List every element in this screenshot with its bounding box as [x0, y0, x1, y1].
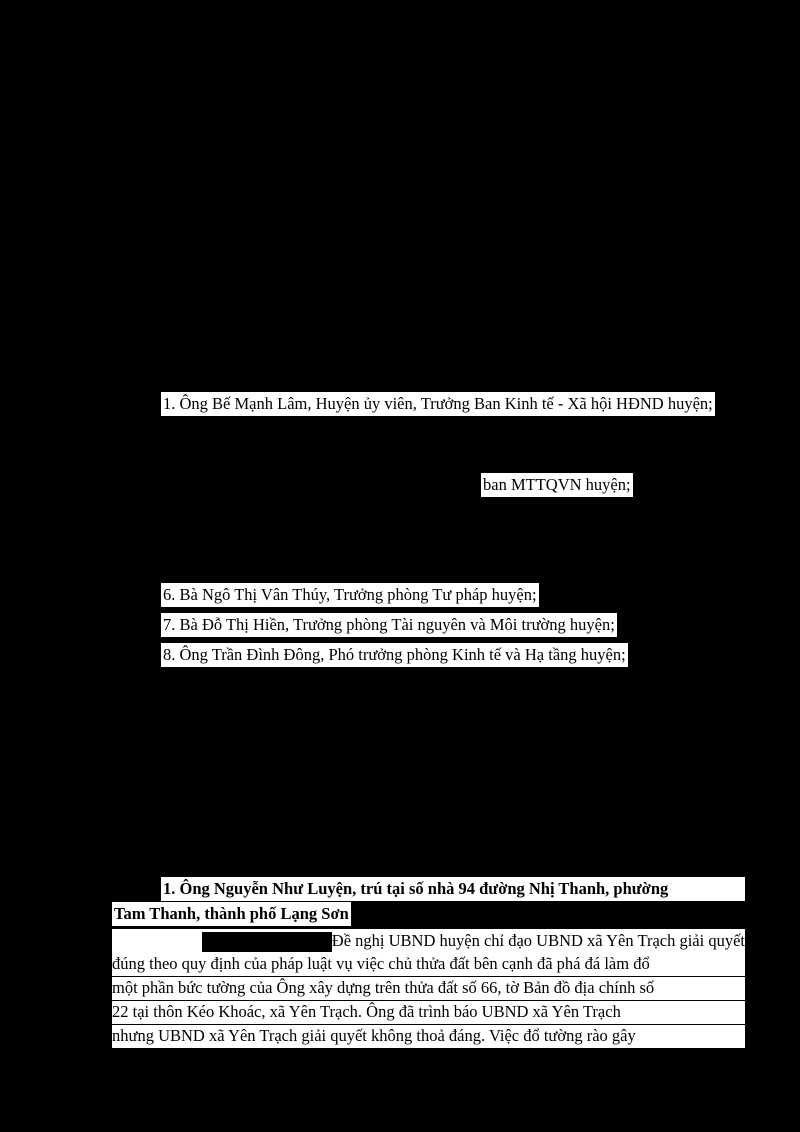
- member-item-fragment: ban MTTQVN huyện;: [481, 473, 633, 497]
- case-content-line-5: nhưng UBND xã Yên Trạch giải quyết không thoả đáng. Việc đổ tường rào gây: [112, 1025, 745, 1048]
- case-heading-line-1: [161, 877, 745, 901]
- case-content-line-3: một phần bức tường của Ông xây dựng trên thửa đất số 66, tờ Bản đồ địa chính số: [112, 977, 745, 1000]
- redacted-block: [202, 932, 332, 952]
- case-heading-text: 1. Ông Nguyễn Như Luyện, trú tại số nhà 94 đường Nhị Thanh, phường: [163, 879, 669, 898]
- case-content-line-1: [112, 929, 745, 955]
- case-content-line-4: 22 tại thôn Kéo Khoác, xã Yên Trạch. Ông đã trình báo UBND xã Yên Trạch: [112, 1001, 745, 1024]
- case-content-text-1: Đề nghị UBND huyện chỉ đạo UBND xã Yên Trạch giải quyết: [331, 930, 745, 950]
- case-heading-line-2: Tam Thanh, thành phố Lạng Sơn: [112, 902, 351, 926]
- member-item-8: 8. Ông Trần Đình Đông, Phó trưởng phòng Kinh tế và Hạ tầng huyện;: [161, 643, 628, 667]
- case-content-line-2: đúng theo quy định của pháp luật vụ việc chủ thửa đất bên cạnh đã phá đá làm đổ: [112, 953, 745, 976]
- member-item-7: 7. Bà Đỗ Thị Hiền, Trưởng phòng Tài nguyên và Môi trường huyện;: [161, 613, 617, 637]
- member-item-6: 6. Bà Ngô Thị Vân Thúy, Trưởng phòng Tư pháp huyện;: [161, 583, 539, 607]
- member-item-1: 1. Ông Bế Mạnh Lâm, Huyện ủy viên, Trưởng Ban Kinh tế - Xã hội HĐND huyện;: [161, 392, 715, 416]
